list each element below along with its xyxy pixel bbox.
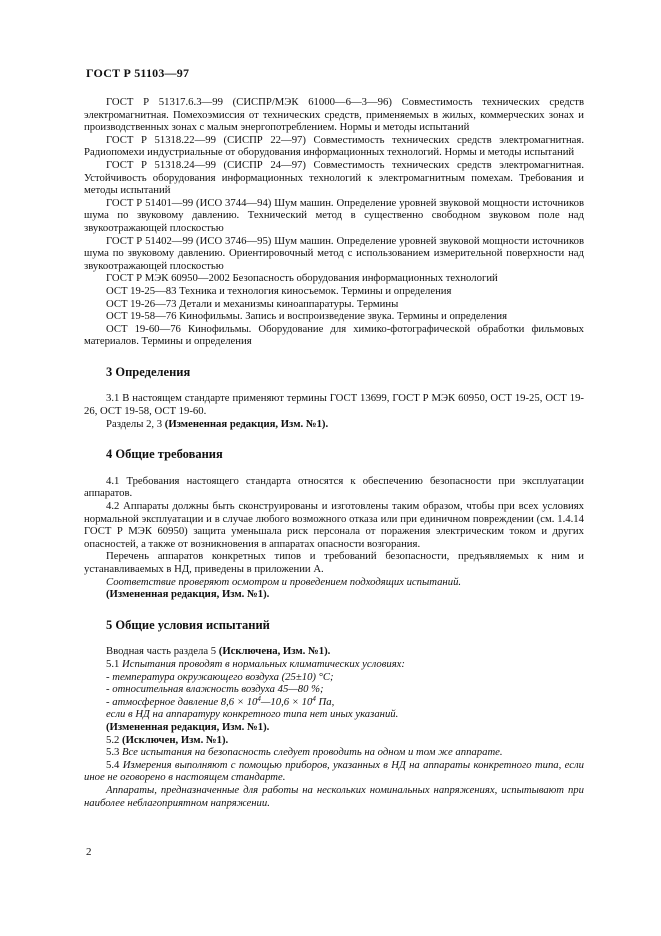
reference-item: ОСТ 19-58—76 Кинофильмы. Запись и воспроизведение звука. Термины и определения: [106, 310, 508, 323]
reference-item: ГОСТ Р МЭК 60950—2002 Безопасность оборудования информационных технологий: [106, 272, 498, 285]
reference-item: ГОСТ Р 51401—99 (ИСО 3744—94) Шум машин. Определение уровней звуковой мощности источников шума по звуковому давлению. Технический метод в существенно свободном звуковом поле над звукоотражающей плоскостью: [84, 196, 584, 234]
reference-item: ГОСТ Р 51317.6.3—99 (СИСПР/МЭК 61000—6—3—96) Совместимость технических средств электромагнитная. Помехоэмиссия от технических средств, применяемых в жилых, коммерческих зонах и производственных зонах с малым энергопотреблением. Нормы и методы испытаний: [84, 96, 584, 134]
clause-5-4: [84, 759, 584, 784]
test-conditions-list: [84, 671, 584, 721]
section-4-paragraph: 4.1 Требования настоящего стандарта относятся к обеспечению безопасности при эксплуатации аппаратов.: [84, 474, 584, 500]
compliance-note: Соответствие проверяют осмотром и проведением подходящих испытаний.: [106, 575, 462, 588]
section-3-heading: 3 Определения: [106, 364, 191, 379]
exponent: 4: [257, 694, 261, 703]
amendment-note: (Исключен, Изм. №1).: [122, 733, 229, 746]
normative-references-list: [84, 96, 584, 348]
reference-item: ОСТ 19-25—83 Техника и технология киносъемок. Термины и определения: [106, 284, 452, 297]
reference-item: ОСТ 19-26—73 Детали и механизмы киноаппаратуры. Термины: [106, 297, 399, 310]
condition-text: Па,: [315, 695, 335, 708]
amendment-note: (Исключена, Изм. №1).: [218, 645, 331, 658]
condition-item: если в НД на аппаратуру конкретного типа нет иных указаний.: [106, 708, 399, 721]
document-header: ГОСТ Р 51103—97: [86, 66, 190, 80]
section-4-paragraph: Перечень аппаратов конкретных типов и требований безопасности, предъявляемых к ним и устанавливаемых в НД, приведены в приложении А.: [84, 550, 584, 575]
clause-number: 5.1: [106, 657, 123, 670]
section-3-amendment: [84, 418, 584, 431]
amendment-note: (Измененная редакция, Изм. №1).: [106, 720, 270, 733]
condition-text: - атмосферное давление 8,6 × 10: [106, 695, 258, 708]
condition-item: - относительная влажность воздуха 45—80 %;: [106, 683, 324, 696]
clause-number: 5.4: [106, 758, 123, 771]
section-5-intro: [84, 645, 584, 658]
clause-5-3: [84, 746, 584, 759]
page-number: 2: [86, 846, 92, 858]
section-4-paragraph: 4.2 Аппараты должны быть сконструированы и изготовлены таким образом, чтобы при всех условиях нормальной эксплуатации и в случае любого возможного отказа или при единичном повреждении (см. 1.4.14 ГОСТ Р МЭК 60950) защита уменьшала риск персонала от поражения электрическим током и других опасностей, а также от возникновения в аппаратах опасности возгорания.: [84, 500, 584, 550]
condition-item: [84, 696, 584, 709]
clause-number: 5.3: [106, 746, 123, 759]
clause-text: Все испытания на безопасность следует проводить на одном и том же аппарате.: [122, 746, 503, 759]
amendment-note: (Измененная редакция, Изм. №1).: [164, 417, 329, 430]
reference-item: ГОСТ Р 51318.24—99 (СИСПР 24—97) Совместимость технических средств электромагнитная. Устойчивость оборудования информационных технологий к электромагнитным помехам. Требования и методы испытаний: [84, 158, 584, 197]
condition-item: - температура окружающего воздуха (25±10) °С;: [106, 670, 334, 683]
clause-number: 5.2: [106, 733, 123, 746]
clause-5-2: [84, 734, 584, 747]
clause-text: Измерения выполняют с помощью приборов, указанных в НД на аппараты конкретного типа, если иное не оговорено в настоящем стандарте.: [84, 758, 584, 784]
amendment-note: (Измененная редакция, Изм. №1).: [106, 588, 270, 601]
document-body: [84, 96, 584, 809]
clause-text: Испытания проводят в нормальных климатических условиях:: [122, 657, 405, 670]
clause-5-5: Аппараты, предназначенные для работы на нескольких номинальных напряжениях, испытывают при наиболее неблагоприятном напряжении.: [84, 783, 584, 809]
amendment-text: Разделы 2, 3: [106, 417, 165, 430]
exponent: 4: [312, 694, 316, 703]
intro-text: Вводная часть раздела 5: [106, 645, 219, 658]
reference-item: ГОСТ Р 51318.22—99 (СИСПР 22—97) Совместимость технических средств электромагнитная. Радиопомехи индустриальные от оборудования информационных технологий. Нормы и методы испытаний: [84, 133, 584, 159]
condition-text: —10,6 × 10: [260, 695, 313, 708]
section-3-paragraph: 3.1 В настоящем стандарте применяют термины ГОСТ 13699, ГОСТ Р МЭК 60950, ОСТ 19-25, ОСТ 19-26, ОСТ 19-58, ОСТ 19-60.: [84, 392, 584, 418]
clause-5-1: [84, 658, 584, 671]
section-5-heading: 5 Общие условия испытаний: [106, 617, 270, 632]
section-4-heading: 4 Общие требования: [106, 447, 223, 462]
reference-item: ОСТ 19-60—76 Кинофильмы. Оборудование для химико-фотографической обработки фильмовых материалов. Термины и определения: [84, 322, 584, 348]
reference-item: ГОСТ Р 51402—99 (ИСО 3746—95) Шум машин. Определение уровней звуковой мощности источников шума по звуковому давлению. Ориентировочный метод с использованием измерительной поверхности над звукоотражающей плоскостью: [84, 234, 584, 272]
